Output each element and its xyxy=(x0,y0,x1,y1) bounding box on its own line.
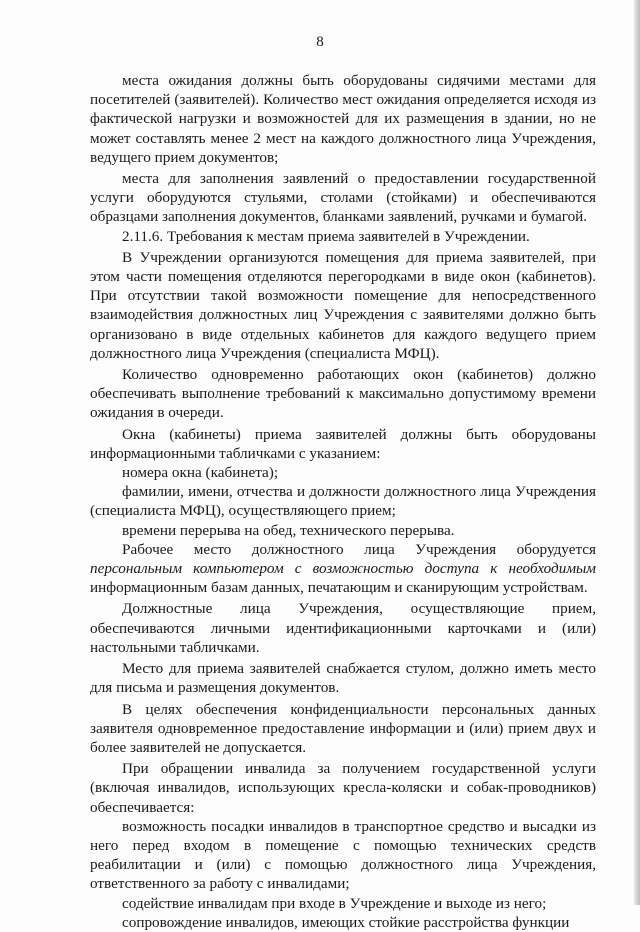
list-item-transport-boarding: возможность посадки инвалидов в транспортное средство и высадки из него перед входом в помещение с помощью технических средств реабилитации и (или) с помощью должностного лица Учреждения, ответственного за работу с инвалидами; xyxy=(90,817,596,893)
list-item-escort: сопровождение инвалидов, имеющих стойкие расстройства функции xyxy=(122,913,570,931)
paragraph-chair: Место для приема заявителей снабжается стулом, должно иметь место для письма и размещения документов. xyxy=(90,660,596,697)
paragraph-id-cards: Должностные лица Учреждения, осуществляющие прием, обеспечиваются личными идентификационными карточками и (или) настольными табличками. xyxy=(90,600,596,656)
scan-edge-shadow xyxy=(634,0,640,905)
section-heading-2-11-6: 2.11.6. Требования к местам приема заявителей в Учреждении. xyxy=(122,227,530,245)
list-item-break-time: времени перерыва на обед, технического перерыва. xyxy=(122,521,455,539)
workstation-text-italic: персональным компьютером с возможностью доступа к необходимым xyxy=(90,560,596,578)
list-item-official-name: фамилии, имени, отчества и должности должностного лица Учреждения (специалиста МФЦ), осуществляющего прием; xyxy=(90,483,596,520)
page-number: 8 xyxy=(316,34,324,50)
document-body xyxy=(90,71,596,932)
paragraph-waiting-places: места ожидания должны быть оборудованы сидячими местами для посетителей (заявителей). Количество мест ожидания определяется исходя из фактической нагрузки и возможностей для их размещения в здании, но не может составлять менее 2 мест на каждого должностного лица Учреждения, ведущего прием документов; xyxy=(90,72,596,166)
paragraph-disabled-access: При обращении инвалида за получением государственной услуги (включая инвалидов, использующих кресла-коляски и собак-проводников) обеспечивается: xyxy=(90,760,596,816)
paragraph-confidentiality: В целях обеспечения конфиденциальности персональных данных заявителя одновременное предоставление информации и (или) прием двух и более заявителей не допускается. xyxy=(90,700,596,756)
paragraph-info-plates: Окна (кабинеты) приема заявителей должны быть оборудованы информационными табличками с указанием: xyxy=(90,425,596,462)
paragraph-workstation xyxy=(90,540,596,598)
list-item-entry-assistance: содействие инвалидам при входе в Учреждение и выходе из него; xyxy=(122,894,547,912)
workstation-text-end: информационным базам данных, печатающим и сканирующим устройствам. xyxy=(90,579,588,597)
paragraph-windows-count: Количество одновременно работающих окон (кабинетов) должно обеспечивать выполнение требований к максимально допустимому времени ожидания в очереди. xyxy=(90,366,596,422)
workstation-text-start: Рабочее место должностного лица Учреждения оборудуется xyxy=(122,540,596,558)
list-item-window-number: номера окна (кабинета); xyxy=(122,464,279,482)
paragraph-form-filling-places: места для заполнения заявлений о предоставлении государственной услуги оборудуются стульями, столами (стойками) и обеспечиваются образцами заполнения документов, бланками заявлений, ручками и бумагой. xyxy=(90,170,596,226)
paragraph-reception-rooms: В Учреждении организуются помещения для приема заявителей, при этом части помещения отделяются перегородками в виде окон (кабинетов). При отсутствии такой возможности помещение для непосредственного взаимодействия должностных лиц Учреждения с заявителями должно быть организовано в виде отдельных кабинетов для каждого ведущего прием должностного лица Учреждения (специалиста МФЦ). xyxy=(90,248,596,362)
